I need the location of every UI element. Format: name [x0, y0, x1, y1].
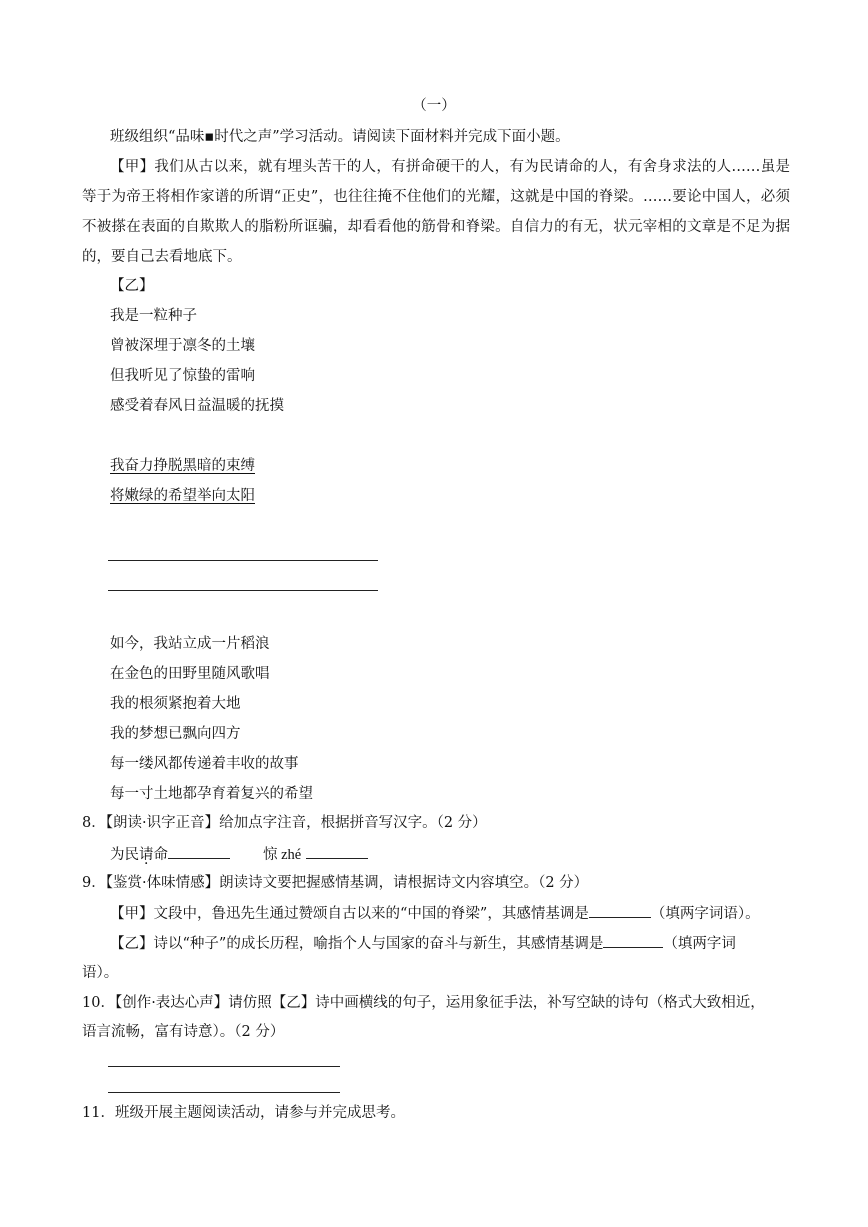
dotted-char: 请	[139, 847, 154, 863]
q9-line2-text: 【乙】诗以“种子”的成长历程，喻指个人与国家的奋斗与新生，其感情基调是	[110, 936, 604, 952]
poem-line: 每一缕风都传递着丰收的故事	[110, 756, 299, 772]
q8-item2-prefix: 惊 zhé	[263, 847, 302, 863]
poem-line: 感受着春风日益温暖的抚摸	[110, 398, 284, 414]
q9-line1-suffix: （填两字词语）。	[650, 906, 760, 922]
poem-line: 但我听见了惊蛰的雷响	[110, 368, 255, 384]
section-heading: （一）	[412, 98, 456, 114]
poem-blank-line	[108, 590, 378, 591]
question-8-item-1	[110, 844, 230, 865]
q9-line1-text: 【甲】文段中，鲁迅先生通过赞颂自古以来的“中国的脊梁”，其感情基调是	[110, 906, 589, 922]
question-9-title: 9．【鉴赏·体味情感】朗读诗文要把握感情基调，请根据诗文内容填空。（2 分）	[82, 875, 589, 891]
passage-jia	[82, 152, 790, 272]
poem-line: 我的梦想已飘向四方	[110, 726, 241, 742]
passage-yi-marker: 【乙】	[110, 278, 154, 294]
question-9-line-1	[110, 903, 760, 924]
poem-line: 如今，我站立成一片稻浪	[110, 636, 270, 652]
answer-line[interactable]	[108, 1066, 340, 1067]
answer-blank[interactable]	[589, 903, 651, 918]
question-11-title: 11．班级开展主题阅读活动，请参与并完成思考。	[82, 1105, 405, 1121]
passage-jia-text: 我们从古以来，就有埋头苦干的人，有拼命硬干的人，有为民请命的人，有舍身求法的人……虽是等于为帝王将相作家谱的所谓“正史”，也往往掩不住他们的光耀，这就是中国的脊梁。……要论中国人，必须不被搽在表面的自欺欺人的脂粉所诓骗，却看看他的筋骨和脊梁。自信力的有无，状元宰相的文章是不足为据的，要自己去看地底下。	[82, 159, 791, 265]
question-8-title: 8．【朗读·识字正音】给加点字注音，根据拼音写汉字。（2 分）	[82, 815, 487, 831]
question-8-item-2	[263, 844, 368, 865]
poem-line: 在金色的田野里随风歌唱	[110, 666, 270, 682]
question-10-line-1: 10．【创作·表达心声】请仿照【乙】诗中画横线的句子，运用象征手法，补写空缺的诗句（格式大致相近，	[82, 995, 765, 1011]
poem-line: 每一寸土地都孕育着复兴的希望	[110, 786, 313, 802]
answer-blank[interactable]	[603, 933, 663, 948]
poem-line: 曾被深埋于凛冬的土壤	[110, 338, 255, 354]
answer-blank[interactable]	[168, 844, 230, 859]
question-9-line-3: 语）。	[82, 965, 119, 981]
poem-line: 我的根须紧抱着大地	[110, 696, 241, 712]
q8-item1-prefix: 为民	[110, 847, 139, 863]
question-10-line-2: 语言流畅，富有诗意）。（2 分）	[82, 1024, 285, 1040]
poem-line: 我是一粒种子	[110, 308, 197, 324]
question-9-line-2	[110, 933, 736, 954]
poem-line-underlined: 我奋力挣脱黑暗的束缚	[110, 458, 255, 474]
answer-blank[interactable]	[306, 844, 368, 859]
q9-line2-suffix: （填两字词	[663, 936, 736, 952]
poem-blank-line	[108, 560, 378, 561]
passage-jia-marker: 【甲】	[110, 159, 155, 175]
intro-text: 班级组织“品味▪时代之声”学习活动。请阅读下面材料并完成下面小题。	[110, 129, 570, 145]
q8-item1-suffix: 命	[153, 847, 168, 863]
poem-line-underlined: 将嫩绿的希望举向太阳	[110, 488, 255, 504]
answer-line[interactable]	[108, 1092, 340, 1093]
